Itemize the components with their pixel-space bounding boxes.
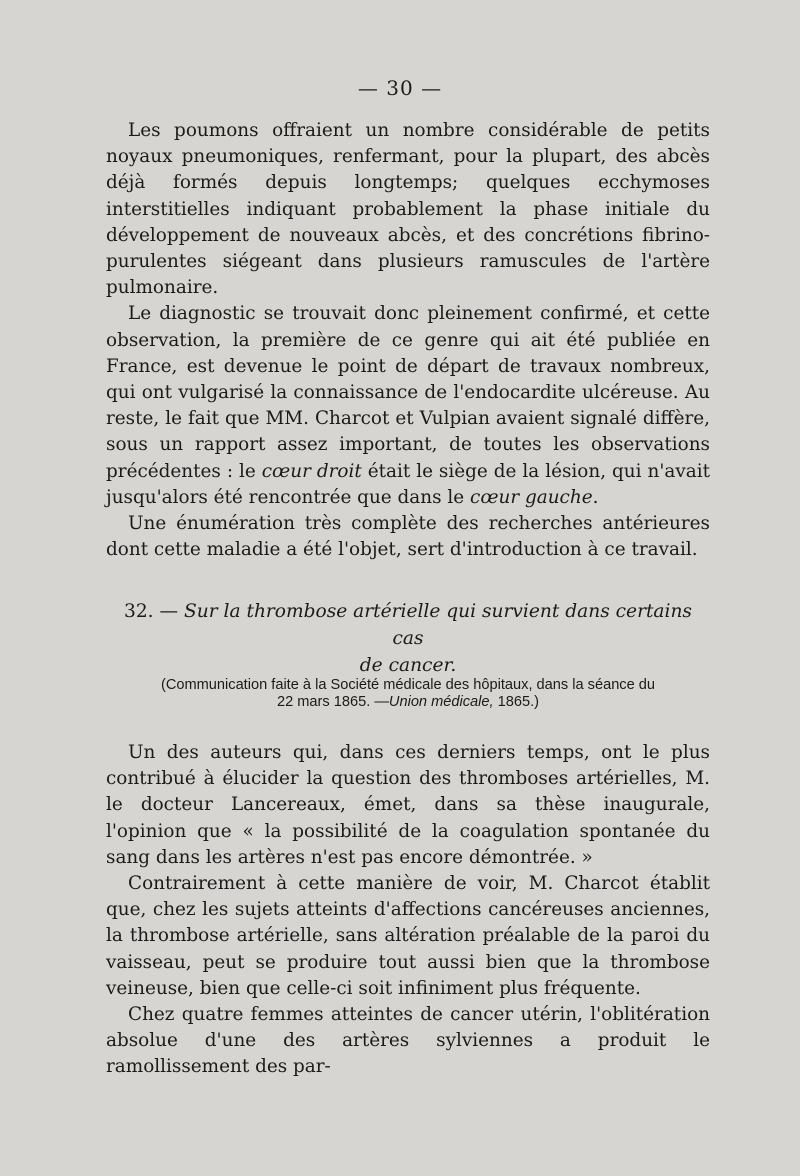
text-block-top xyxy=(106,118,710,563)
citation-journal: Union médicale, xyxy=(388,694,494,710)
section-heading xyxy=(106,598,710,679)
citation xyxy=(106,677,710,711)
section-title-line2: de cancer. xyxy=(359,655,457,676)
paragraph-lungs: Les poumons offraient un nombre considérable de petits noyaux pneumoniques, renfermant, pour la plupart, des abcès déjà formés depuis longtemps; quelques ecchymoses interstitielles indiquant probablement la phase initiale du développement de nouveaux abcès, et des concrétions fibrino-purulentes siégeant dans plusieurs ramuscules de l'artère pulmonaire. xyxy=(106,120,710,299)
paragraph-diagnostic-end: . xyxy=(592,486,599,508)
section-number: 32. — xyxy=(124,601,179,622)
paragraph-diagnostic-middle: était le siège de la lésion, qui n'avait jusqu'alors été rencontrée que dans le xyxy=(106,460,710,508)
citation-block xyxy=(106,677,710,711)
citation-line2-end: 1865.) xyxy=(493,694,540,710)
paragraph-enumeration: Une énumération très complète des recherches antérieures dont cette maladie a été l'objet, sert d'introduction à ce travail. xyxy=(106,513,710,561)
italic-coeur-droit: cœur droit xyxy=(261,460,362,482)
section-title xyxy=(106,598,710,679)
section-title-line1: Sur la thrombose artérielle qui survient dans certains cas xyxy=(184,601,692,649)
text-block-bottom xyxy=(106,740,710,1081)
paragraph-charcot: Contrairement à cette manière de voir, M. Charcot établit que, chez les sujets atteints d'affections cancéreuses anciennes, la thrombose artérielle, sans altération préalable de la paroi du vaisseau, peut se produire tout aussi bien que la thrombose veineuse, bien que celle-ci soit infiniment plus fréquente. xyxy=(106,873,710,999)
citation-line2-start: 22 mars 1865. — xyxy=(276,694,389,710)
paragraph-lancereaux: Un des auteurs qui, dans ces derniers temps, ont le plus contribué à élucider la question des thromboses artérielles, M. le docteur Lancereaux, émet, dans sa thèse inaugurale, l'opinion que « la possibilité de la coagulation spontanée du sang dans les artères n'est pas encore démontrée. » xyxy=(106,742,710,868)
citation-line1: (Communication faite à la Société médicale des hôpitaux, dans la séance du xyxy=(160,677,656,693)
paragraph-cancer-uterin: Chez quatre femmes atteintes de cancer utérin, l'oblitération absolue d'une des artères sylviennes a produit le ramollissement des par- xyxy=(106,1004,710,1078)
paragraph-diagnostic xyxy=(106,301,710,511)
italic-coeur-gauche: cœur gauche xyxy=(470,486,593,508)
page-number: — 30 — xyxy=(357,76,443,100)
paragraph-diagnostic-text: Le diagnostic se trouvait donc pleinement confirmé, et cette observation, la première de ce genre qui ait été publiée en France, est devenue le point de départ de travaux nombreux, qui ont vulgarisé la connaissance de l'endocardite ulcéreuse. Au reste, le fait que MM. Charcot et Vulpian avaient signalé diffère, sous un rapport assez important, de toutes les observations précédentes : le xyxy=(106,303,710,482)
